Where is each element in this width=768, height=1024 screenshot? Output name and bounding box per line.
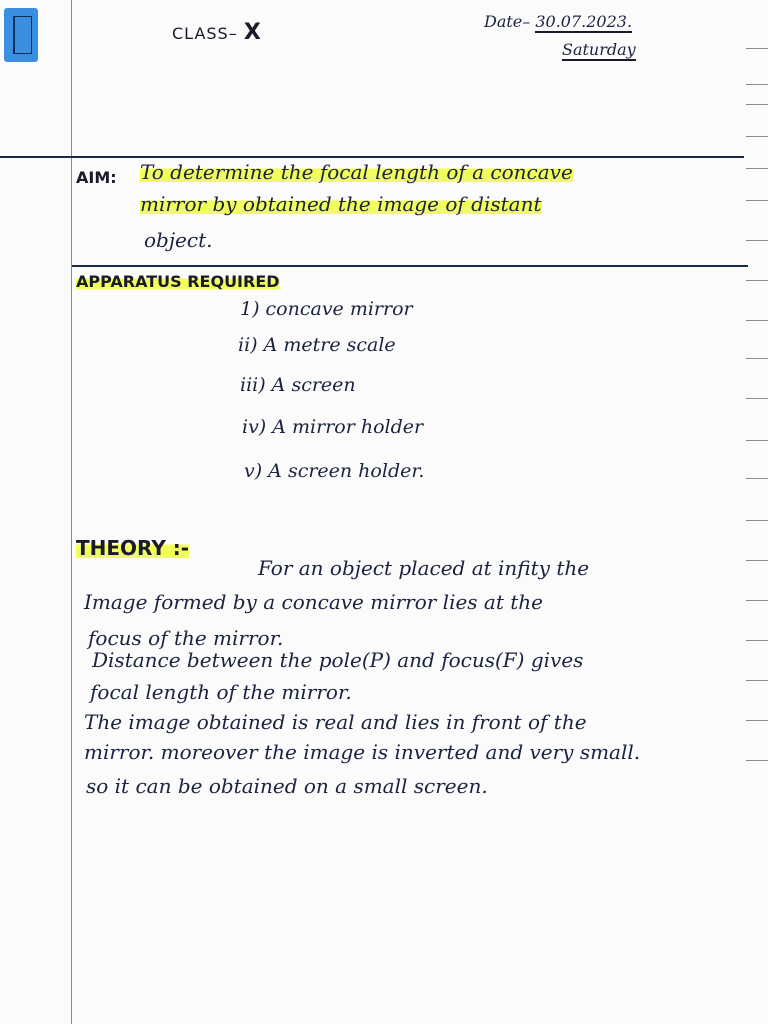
divider-top: [0, 156, 744, 158]
date-label: Date–: [484, 12, 531, 31]
theory-line-1: For an object placed at infity the: [258, 556, 590, 580]
date-line: [484, 12, 632, 31]
apparatus-item: ii) A metre scale: [238, 334, 396, 356]
date-value: 30.07.2023.: [535, 12, 633, 31]
theory-line-2: Image formed by a concave mirror lies at the: [84, 590, 543, 614]
apparatus-heading: APPARATUS REQUIRED: [76, 272, 280, 291]
divider-middle: [72, 265, 748, 267]
theory-line-4: Distance between the pole(P) and focus(F) gives: [92, 648, 584, 672]
theory-line-5: focal length of the mirror.: [90, 680, 352, 704]
page-tab-marker: [4, 8, 38, 62]
tab-glyph-icon: [13, 16, 32, 54]
aim-label: AIM:: [76, 168, 117, 187]
theory-line-8: so it can be obtained on a small screen.: [86, 774, 488, 798]
apparatus-item: iv) A mirror holder: [242, 416, 424, 438]
apparatus-item: 1) concave mirror: [240, 298, 413, 320]
theory-line-3: focus of the mirror.: [88, 626, 284, 650]
theory-line-6: The image obtained is real and lies in front of the: [84, 710, 587, 734]
margin-line: [71, 0, 72, 1024]
aim-line-1: To determine the focal length of a concave: [140, 160, 573, 184]
aim-line-2: mirror by obtained the image of distant: [140, 192, 542, 216]
theory-heading: THEORY :-: [76, 536, 190, 560]
apparatus-item: iii) A screen: [240, 374, 356, 396]
page-edge-ticks: [738, 0, 768, 1024]
class-label: CLASS– X: [172, 20, 262, 45]
class-value: X: [243, 20, 262, 45]
theory-line-7: mirror. moreover the image is inverted and very small.: [84, 740, 641, 764]
aim-line-3: object.: [144, 228, 213, 252]
apparatus-item: v) A screen holder.: [244, 460, 425, 482]
day-label: Saturday: [562, 40, 636, 59]
